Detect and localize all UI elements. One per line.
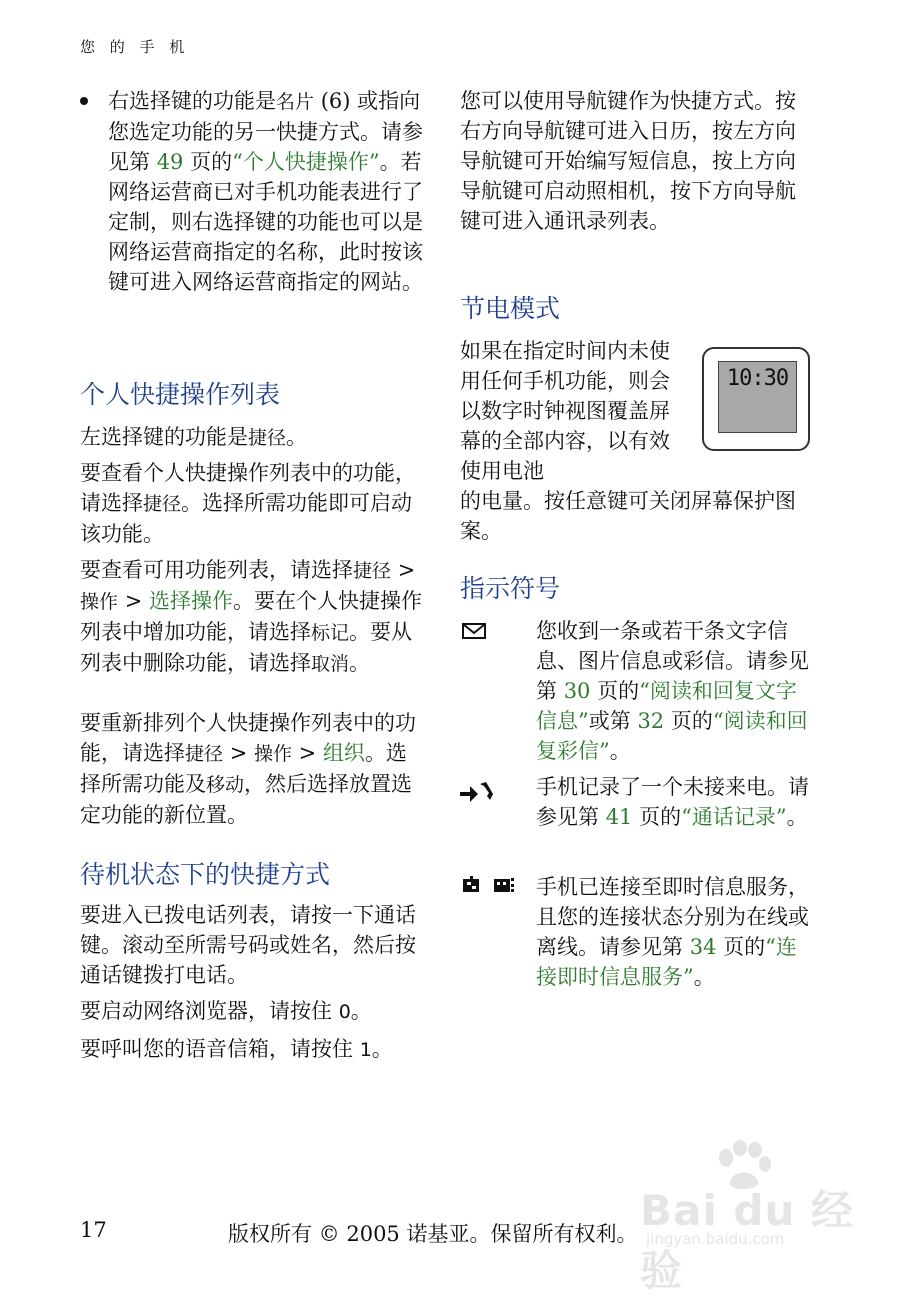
- im-status-icon: [462, 876, 518, 898]
- paragraph: 您可以使用导航键作为快捷方式。按右方向导航键可进入日历，按左方向导航键可开始编写短信息，按上方向导航键可启动照相机，按下方向导航键可进入通讯录列表。: [460, 89, 796, 233]
- link-select-operation[interactable]: 选择操作: [148, 589, 233, 613]
- indicator-text-im: 手机已连接至即时信息服务，且您的连接状态分别为在线或离线。请参见第 34 页的“连接即时信息服务”。: [536, 875, 809, 989]
- page-header: 您 的 手 机: [80, 38, 190, 56]
- indicator-text-message: 您收到一条或若干条文字信息、图片信息或彩信。请参见第 30 页的“阅读和回复文字信息”或第 32 页的“阅读和回复彩信”。: [536, 619, 809, 763]
- bullet-dot: [80, 97, 88, 105]
- clock-screen: [718, 361, 797, 433]
- section-title-power-saving: 节电模式: [460, 294, 561, 323]
- missed-call-icon: [460, 780, 494, 810]
- clock-time: 10:30: [726, 366, 789, 391]
- section-title-standby-shortcuts: 待机状态下的快捷方式: [80, 860, 331, 889]
- section-title-shortcut-list: 个人快捷操作列表: [80, 380, 281, 409]
- paragraph: 要启动网络浏览器，请按住 0。: [80, 999, 372, 1023]
- paragraph: 要进入已拨电话列表，请按一下通话键。滚动至所需号码或姓名，然后按通话键拨打电话。: [80, 903, 416, 987]
- bullet-text: 右选择键的功能是名片 (6) 或指向您选定功能的另一快捷方式。请参见第 49 页的“个人快捷操作”。若网络运营商已对手机功能表进行了定制，则右选择键的功能也可以是网络运营商指定的名称，此时按该键可进入网络运营商指定的网站。: [108, 89, 423, 294]
- link-connect-im[interactable]: “连接即时信息服务”: [536, 935, 797, 989]
- paragraph: 的电量。按任意键可关闭屏幕保护图案。: [460, 489, 796, 543]
- link-personal-shortcuts[interactable]: “个人快捷操作”: [232, 150, 380, 174]
- phone-screen-illustration: [702, 347, 810, 451]
- section-title-indicators: 指示符号: [460, 574, 561, 603]
- indicator-text-missed-call: 手机记录了一个未接来电。请参见第 41 页的“通话记录”。: [536, 775, 809, 829]
- watermark: [640, 1140, 870, 1295]
- paragraph: 左选择键的功能是捷径。: [80, 425, 308, 449]
- watermark-brand: Bai du 经验: [640, 1186, 854, 1295]
- link-read-reply-mms[interactable]: “阅读和回复彩信”: [536, 709, 808, 763]
- paragraph: 如果在指定时间内未使用任何手机功能，则会以数字时钟视图覆盖屏幕的全部内容，以有效使用电池: [460, 339, 670, 483]
- link-read-reply-text[interactable]: “阅读和回复文字信息”: [536, 679, 797, 733]
- paragraph: 要呼叫您的语音信箱，请按住 1。: [80, 1037, 393, 1061]
- envelope-icon: [462, 623, 486, 643]
- paragraph: 要重新排列个人快捷操作列表中的功能，请选择捷径 > 操作 > 组织。选择所需功能及移动，然后选择放置选定功能的新位置。: [80, 711, 416, 827]
- link-call-log[interactable]: “通话记录”: [681, 805, 787, 829]
- paragraph: 要查看个人快捷操作列表中的功能，请选择捷径。选择所需功能即可启动该功能。: [80, 461, 416, 546]
- link-organize[interactable]: 组织: [322, 741, 365, 765]
- page-number: 17: [80, 1218, 107, 1242]
- watermark-url: jingyan.baidu.com: [646, 1230, 785, 1248]
- copyright-notice: 版权所有 © 2005 诺基亚。保留所有权利。: [228, 1222, 638, 1246]
- paragraph: 要查看可用功能列表，请选择捷径 > 操作 > 选择操作。要在个人快捷操作列表中增加功能，请选择标记。要从列表中删除功能，请选择取消。: [80, 558, 422, 675]
